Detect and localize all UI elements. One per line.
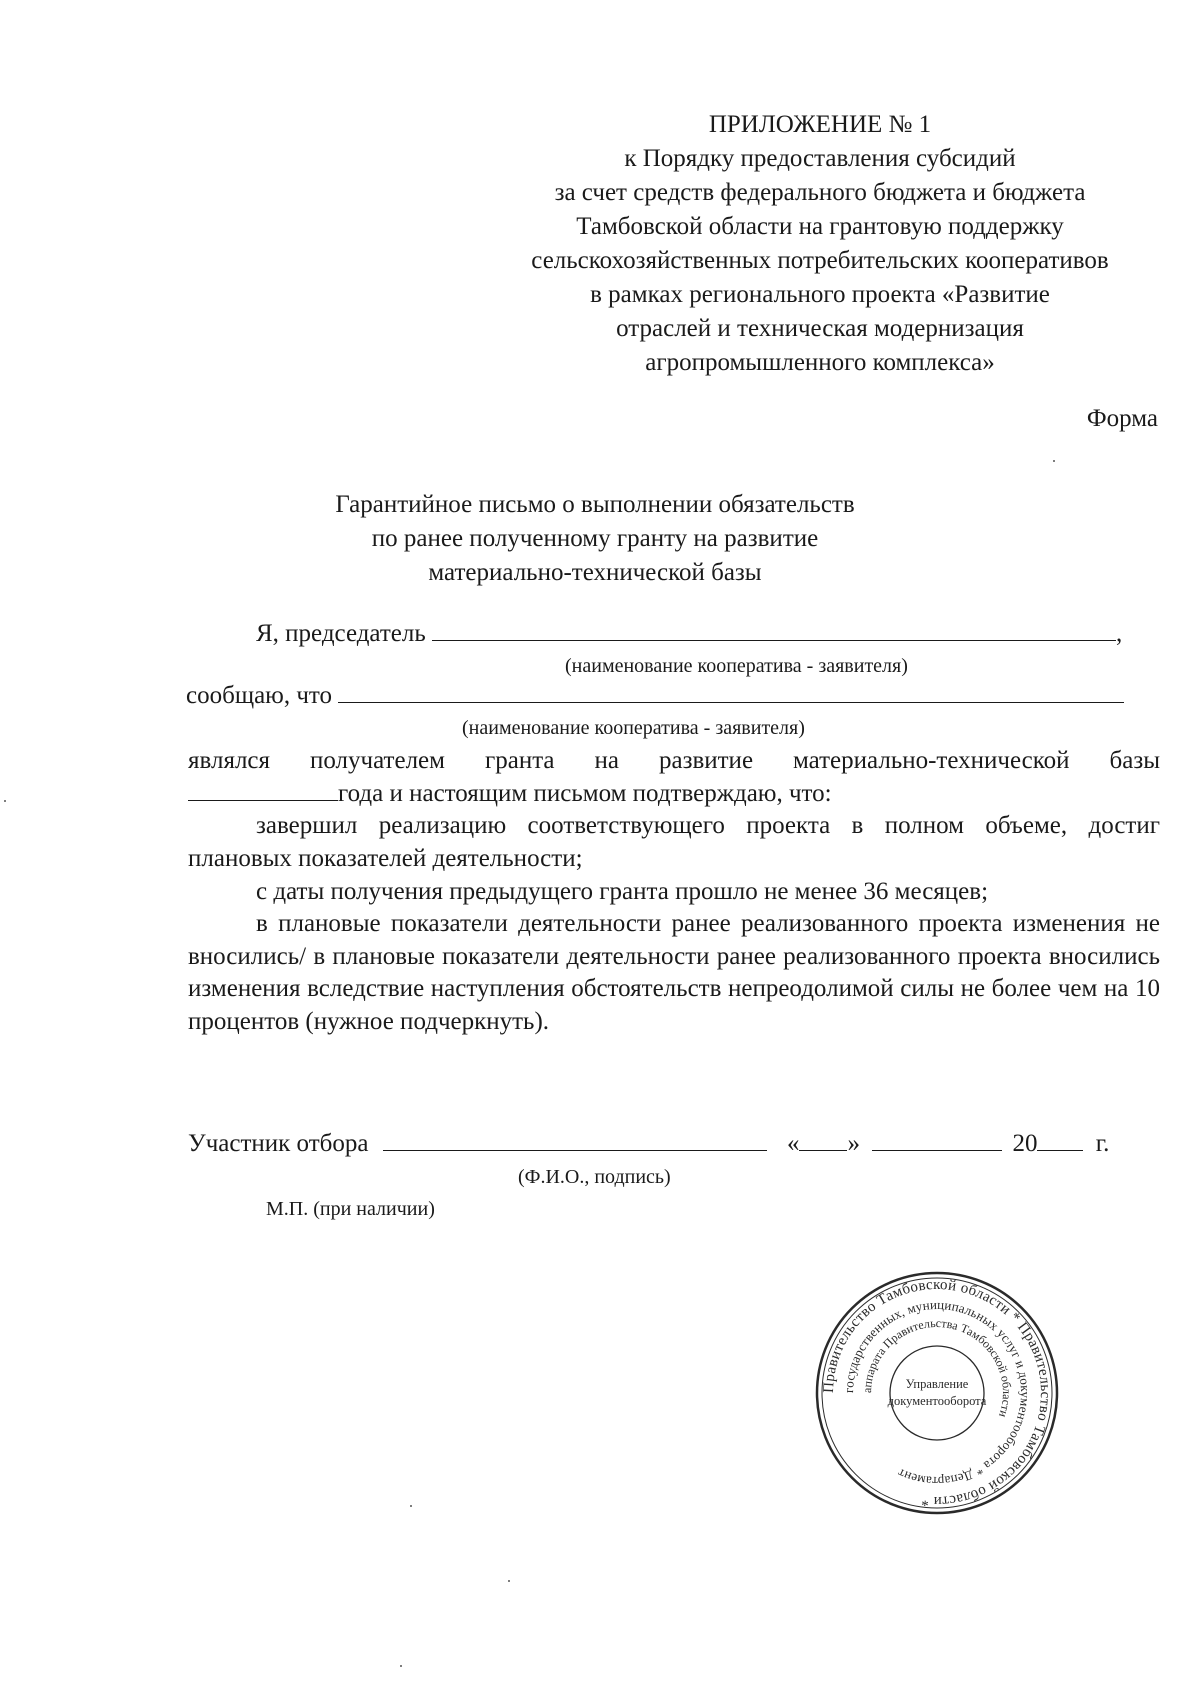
appendix-header bbox=[470, 108, 1170, 380]
scan-speck bbox=[410, 1505, 412, 1507]
report-caption: (наименование кооператива - заявителя) bbox=[462, 717, 805, 739]
chairman-suffix: , bbox=[1116, 620, 1123, 647]
obligation-paragraph-3: в плановые показатели деятельности ранее реализованного проекта изменения не вносились/ в плановые показатели деятельности ранее реализованного проекта вносились изменения вследствие наступления обстоятельств непреодолимой силы не более чем на 10 процентов (нужное подчеркнуть). bbox=[188, 910, 1160, 1035]
chairman-row bbox=[256, 618, 1122, 650]
stamp-outer-text: Правительство Тамбовской области * Правительство Тамбовской области * bbox=[820, 1276, 1054, 1510]
appendix-line: сельскохозяйственных потребительских кооперативов bbox=[531, 247, 1109, 274]
chairman-caption: (наименование кооператива - заявителя) bbox=[565, 655, 908, 677]
month-field[interactable] bbox=[872, 1128, 1002, 1151]
year-prefix: 20 bbox=[1012, 1130, 1038, 1157]
report-row bbox=[186, 680, 1124, 712]
report-prefix: сообщаю, что bbox=[186, 682, 333, 709]
open-quote: « bbox=[786, 1130, 800, 1157]
appendix-line: Тамбовской области на грантовую поддержку bbox=[576, 213, 1064, 240]
scan-speck bbox=[400, 1665, 402, 1667]
appendix-line: за счет средств федерального бюджета и бюджета bbox=[554, 179, 1086, 206]
document-title-line: Гарантийное письмо о выполнении обязательств bbox=[335, 491, 855, 518]
signature-row bbox=[188, 1128, 1160, 1158]
year-row bbox=[188, 778, 832, 810]
document-title-line: материально-технической базы bbox=[428, 559, 762, 586]
cooperative-name-field-2[interactable] bbox=[338, 680, 1124, 703]
stamp-center-line-1: Управление bbox=[905, 1377, 969, 1391]
obligation-paragraph-2: с даты получения предыдущего гранта прошло не менее 36 месяцев; bbox=[256, 878, 989, 905]
appendix-line: к Порядку предоставления субсидий bbox=[624, 145, 1016, 172]
stamp-inner-text: аппарата Правительства Тамбовской области bbox=[859, 1315, 1015, 1420]
recipient-line: являлся получателем гранта на развитие материально-технической базы bbox=[188, 747, 1160, 774]
stamp-center-line-2: документооборота bbox=[887, 1394, 987, 1408]
scan-speck bbox=[4, 800, 6, 802]
fio-caption: (Ф.И.О., подпись) bbox=[518, 1166, 671, 1188]
document-title bbox=[300, 488, 890, 590]
grant-year-field[interactable] bbox=[188, 778, 338, 801]
stamp-seal-icon bbox=[812, 1268, 1062, 1518]
scan-speck bbox=[508, 1580, 510, 1582]
day-field[interactable] bbox=[799, 1128, 847, 1151]
seal-label: М.П. (при наличии) bbox=[266, 1198, 435, 1220]
close-quote: » bbox=[847, 1130, 860, 1157]
cooperative-name-field-1[interactable] bbox=[432, 618, 1116, 641]
appendix-title: ПРИЛОЖЕНИЕ № 1 bbox=[708, 111, 932, 138]
scan-speck bbox=[1053, 460, 1055, 462]
year-line-text: года и настоящим письмом подтверждаю, что: bbox=[338, 780, 832, 807]
participant-label: Участник отбора bbox=[188, 1130, 369, 1157]
appendix-line: в рамках регионального проекта «Развитие bbox=[590, 281, 1050, 308]
stamp-middle-text: государственных, муниципальных услуг и документооборота * Департамент bbox=[840, 1296, 1034, 1490]
year-suffix: г. bbox=[1095, 1130, 1110, 1157]
appendix-line: отраслей и техническая модернизация bbox=[616, 315, 1024, 342]
appendix-line: агропромышленного комплекса» bbox=[645, 349, 995, 376]
form-label: Форма bbox=[1086, 405, 1158, 432]
obligation-paragraph-1: завершил реализацию соответствующего проекта в полном объеме, достиг плановых показателей деятельности; bbox=[188, 812, 1160, 872]
official-stamp bbox=[812, 1268, 1062, 1518]
fio-signature-field[interactable] bbox=[383, 1128, 767, 1151]
chairman-prefix: Я, председатель bbox=[256, 620, 426, 647]
year-field[interactable] bbox=[1037, 1128, 1083, 1151]
document-title-line: по ранее полученному гранту на развитие bbox=[371, 525, 819, 552]
